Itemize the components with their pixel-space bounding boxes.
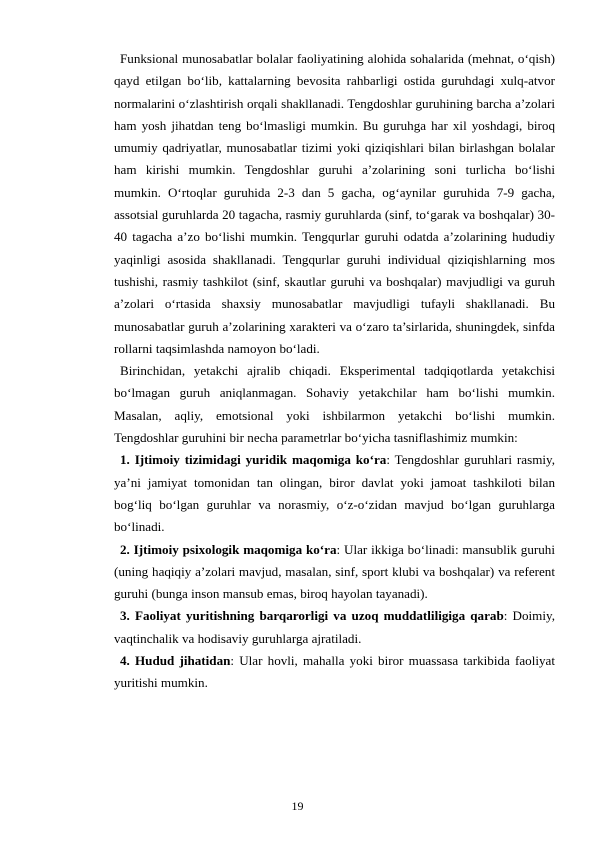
paragraph-functional-relations: Funksional munosabatlar bolalar faoliyatining alohida sohalarida (mehnat, o‘qish) qayd etilgan bo‘lib, kattalarning bevosita rahbarligi ostida guruhdagi xulq-atvor normalarini o‘zlashtirish orqali shakllanadi. Tengdoshlar guruhining barcha a’zolari ham yosh jihatdan teng bo‘lmasligi mumkin. Bu guruhga har xil yoshdagi, biroq umumiy qadriyatlar, munosabatlar tizimi yoki qiziqishlari bilan birlashgan bolalar ham kirishi mumkin. Tengdoshlar guruhi a’zolarining soni turlicha bo‘lishi mumkin. O‘rtoqlar guruhida 2-3 dan 5 gacha, og‘aynilar guruhida 7-9 gacha, assotsial guruhlarda 20 tagacha, rasmiy guruhlarda (sinf, to‘garak va boshqalar) 30-40 tagacha a’zo bo‘lishi mumkin. Tengqurlar guruhi odatda a’zolarining hududiy yaqinligi asosida shakllanadi. Tengqurlar guruhi individual qiziqishlarning mos tushishi, rasmiy tashkilot (sinf, skautlar guruhi va boshqalar) mavjudligi va guruh a’zolari o‘rtasida shaxsiy munosabatlar mavjudligi tufayli shakllanadi. Bu munosabatlar guruh a’zolarining xarakteri va o‘zaro ta’sirlarida, shuningdek, sinfda rollarni taqsimlashda namoyon bo‘ladi.: [114, 51, 555, 356]
list-item-legal-status: [114, 449, 555, 538]
list-item-psychological-status: [114, 539, 555, 606]
list-item-text: : Tengdoshlar guruhlari rasmiy, ya’ni jamiyat tomonidan tan olingan, biror davlat yoki jamoat tashkiloti bilan bog‘liq bo‘lgan guruhlar va norasmiy, o‘z-o‘zidan mavjud bo‘lgan guruhlarga bo‘linadi.: [114, 452, 555, 535]
list-item-heading: 4. Hudud jihatidan: [120, 653, 231, 669]
document-body: [114, 48, 555, 695]
list-item-heading: 1. Ijtimoiy tizimidagi yuridik maqomiga ko‘ra: [120, 452, 387, 468]
list-item-stability: [114, 605, 555, 650]
list-item-text: : Doimiy, vaqtinchalik va hodisaviy guruhlarga ajratiladi.: [114, 608, 555, 646]
list-item-text: : Ular hovli, mahalla yoki biror muassasa tarkibida faoliyat yuritishi mumkin.: [114, 653, 555, 691]
list-item-text: : Ular ikkiga bo‘linadi: mansublik guruhi (uning haqiqiy a’zolari mavjud, masalan, sinf, sport klubi va boshqalar) va referent guruhi (bunga inson mansub emas, biroq hayolan tayanadi).: [114, 541, 555, 602]
list-item-heading: 2. Ijtimoiy psixologik maqomiga ko‘ra: [120, 541, 337, 557]
list-item-heading: 3. Faoliyat yuritishning barqarorligi va uzoq muddatliligiga qarab: [120, 608, 504, 624]
page-number: 19: [291, 799, 304, 813]
list-item-territory: [114, 650, 555, 695]
paragraph-leader: Birinchidan, yetakchi ajralib chiqadi. Eksperimental tadqiqotlarda yetakchisi bo‘lmagan guruh aniqlanmagan. Sohaviy yetakchilar ham bo‘lishi mumkin. Masalan, aqliy, emotsional yoki ishbilarmon yetakchi bo‘lishi mumkin. Tengdoshlar guruhini bir necha parametrlar bo‘yicha tasniflashimiz mumkin:: [114, 363, 555, 446]
